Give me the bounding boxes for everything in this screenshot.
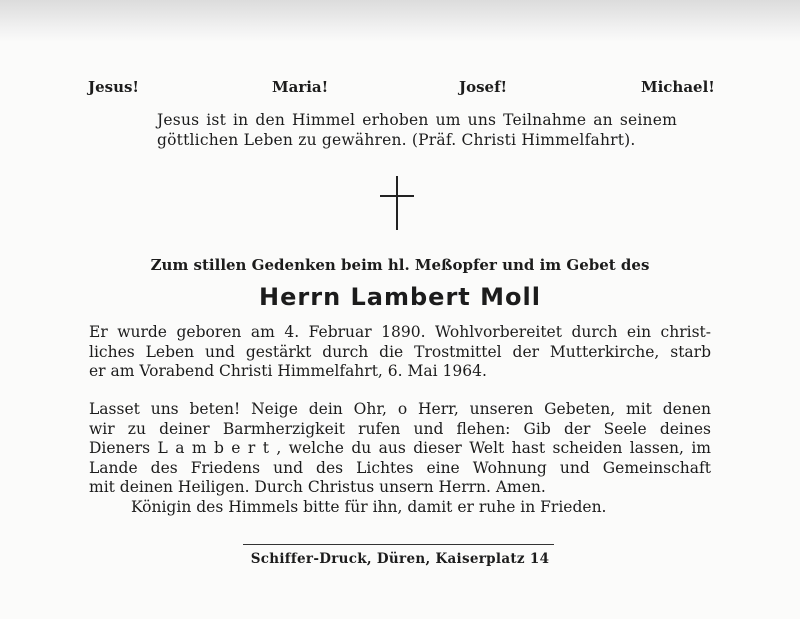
intro-quote xyxy=(157,110,677,150)
printer-imprint: Schiffer-Druck, Düren, Kaiserplatz 14 xyxy=(250,551,550,567)
closing-prayer: Königin des Himmels bitte für ihn, damit er ruhe in Frieden. xyxy=(131,498,607,516)
deceased-name: Herrn Lambert Moll xyxy=(259,283,541,311)
biography-paragraph xyxy=(89,323,711,382)
prayer-paragraph xyxy=(89,400,711,498)
biography-line: liches Leben und gestärkt durch die Trostmittel der Mutterkirche, starb xyxy=(89,342,711,361)
name-josef: Josef! xyxy=(459,78,508,96)
prayer-line: Lasset uns beten! Neige dein Ohr, o Herr, unseren Gebeten, mit denen xyxy=(89,400,711,418)
name-michael: Michael! xyxy=(641,78,715,96)
scan-shadow xyxy=(0,0,800,42)
footer-divider xyxy=(243,544,554,545)
prayer-line: Lande des Friedens und des Lichtes eine Wohnung und Gemeinschaft xyxy=(89,458,711,477)
biography-line: er am Vorabend Christi Himmelfahrt, 6. Mai 1964. xyxy=(89,362,487,380)
biography-line: Er wurde geboren am 4. Februar 1890. Wohlvorbereitet durch ein christ- xyxy=(89,323,711,341)
dedication-line: Zum stillen Gedenken beim hl. Meßopfer und im Gebet des xyxy=(150,256,650,274)
name-maria: Maria! xyxy=(272,78,329,96)
holy-names-row xyxy=(0,78,800,98)
intro-line: göttlichen Leben zu gewähren. (Präf. Christi Himmelfahrt). xyxy=(157,131,636,149)
prayer-line: mit deinen Heiligen. Durch Christus unsern Herrn. Amen. xyxy=(89,478,546,496)
intro-line: Jesus ist in den Himmel erhoben um uns Teilnahme an seinem xyxy=(157,111,677,129)
name-jesus: Jesus! xyxy=(88,78,140,96)
prayer-line: wir zu deiner Barmherzigkeit rufen und flehen: Gib der Seele deines xyxy=(89,419,711,438)
prayer-line: Dieners L a m b e r t , welche du aus dieser Welt hast scheiden lassen, im xyxy=(89,439,711,457)
